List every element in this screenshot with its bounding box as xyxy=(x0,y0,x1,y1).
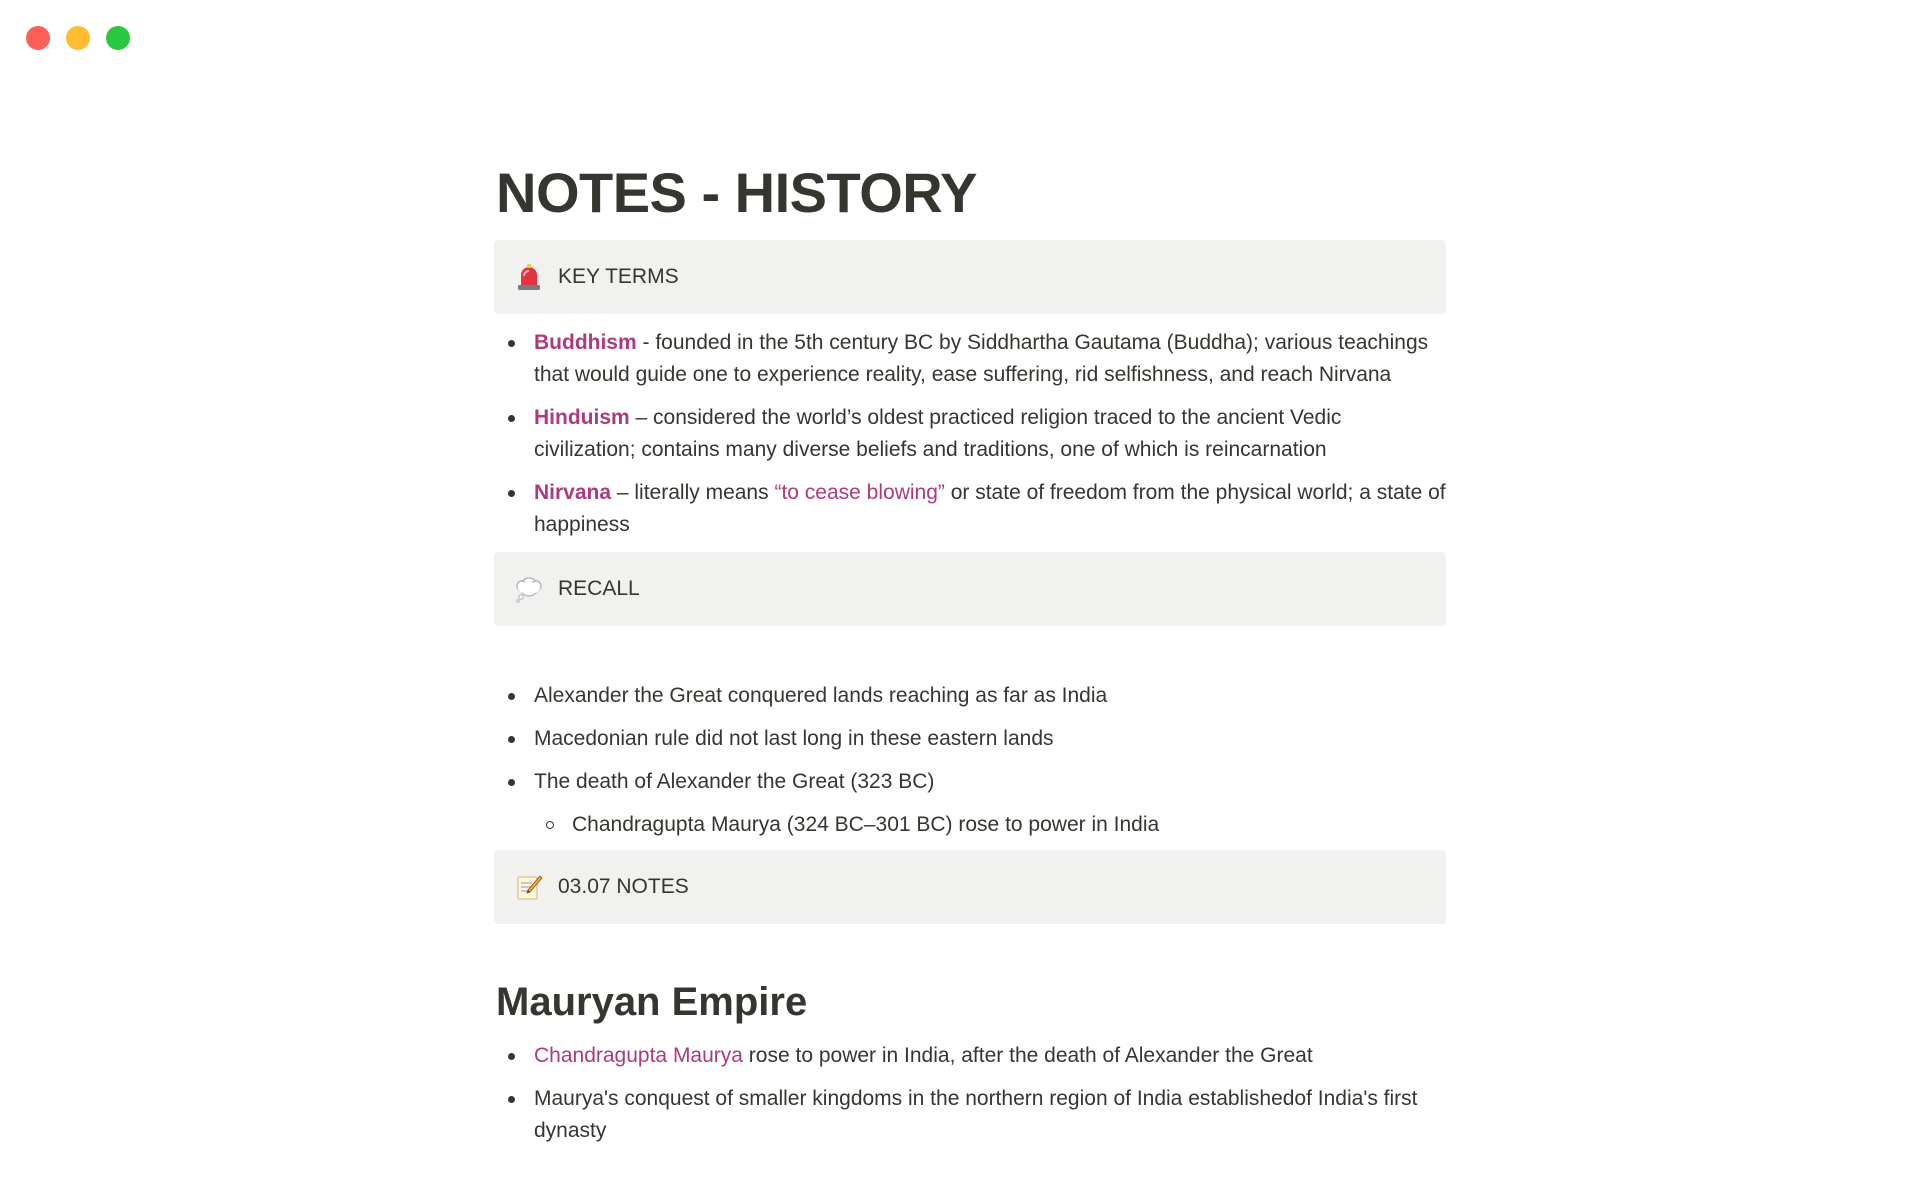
term-definition: – literally means xyxy=(611,481,775,504)
term-hinduism: Hinduism xyxy=(534,406,630,429)
list-item[interactable] xyxy=(494,1040,1446,1072)
callout-key-terms[interactable] xyxy=(494,240,1446,314)
list-item[interactable] xyxy=(494,766,1446,841)
chandragupta-link[interactable]: Chandragupta Maurya xyxy=(534,1044,743,1067)
list-item-text: rose to power in India, after the death of Alexander the Great xyxy=(742,1044,1313,1067)
window-controls xyxy=(26,26,130,50)
callout-recall[interactable] xyxy=(494,552,1446,626)
term-definition: or state of freedom from the physical world; a state of happiness xyxy=(534,481,1446,536)
term-nirvana: Nirvana xyxy=(534,481,612,504)
minimize-window-button[interactable] xyxy=(66,26,90,50)
term-buddhism: Buddhism xyxy=(534,331,637,354)
callout-notes-label: 03.07 NOTES xyxy=(558,875,689,898)
mauryan-list xyxy=(494,1040,1446,1147)
recall-list xyxy=(494,680,1446,841)
callout-recall-label: RECALL xyxy=(558,577,640,600)
list-item[interactable]: Maurya's conquest of smaller kingdoms in the northern region of India establishedof India's first dynasty xyxy=(494,1083,1446,1147)
callout-notes[interactable] xyxy=(494,850,1446,924)
term-definition: - founded in the 5th century BC by Siddhartha Gautama (Buddha); various teachings that would guide one to experience reality, ease suffering, rid selfishness, and reach Nirvana xyxy=(534,331,1429,386)
close-window-button[interactable] xyxy=(26,26,50,50)
callout-key-terms-label: KEY TERMS xyxy=(558,265,679,288)
term-definition: – considered the world’s oldest practiced religion traced to the ancient Vedic civilization; contains many diverse beliefs and traditions, one of which is reincarnation xyxy=(534,406,1342,461)
list-item-text: The death of Alexander the Great (323 BC) xyxy=(534,770,935,793)
key-terms-list xyxy=(494,327,1446,541)
list-item[interactable] xyxy=(494,402,1446,466)
list-item[interactable] xyxy=(494,477,1446,541)
list-item[interactable]: Alexander the Great conquered lands reaching as far as India xyxy=(494,680,1446,712)
memo-icon[interactable] xyxy=(514,872,544,902)
siren-icon[interactable] xyxy=(514,262,544,292)
section-heading-mauryan-empire[interactable]: Mauryan Empire xyxy=(496,980,808,1024)
list-item[interactable] xyxy=(494,327,1446,391)
thought-bubble-icon[interactable] xyxy=(514,574,544,604)
list-item[interactable]: Macedonian rule did not last long in these eastern lands xyxy=(494,723,1446,755)
maximize-window-button[interactable] xyxy=(106,26,130,50)
page-content xyxy=(494,160,1446,1158)
page-title[interactable]: NOTES - HISTORY xyxy=(496,161,977,224)
recall-sub-list xyxy=(534,809,1446,841)
sub-list-item[interactable]: Chandragupta Maurya (324 BC–301 BC) rose to power in India xyxy=(534,809,1446,841)
quoted-phrase: “to cease blowing” xyxy=(774,481,945,504)
